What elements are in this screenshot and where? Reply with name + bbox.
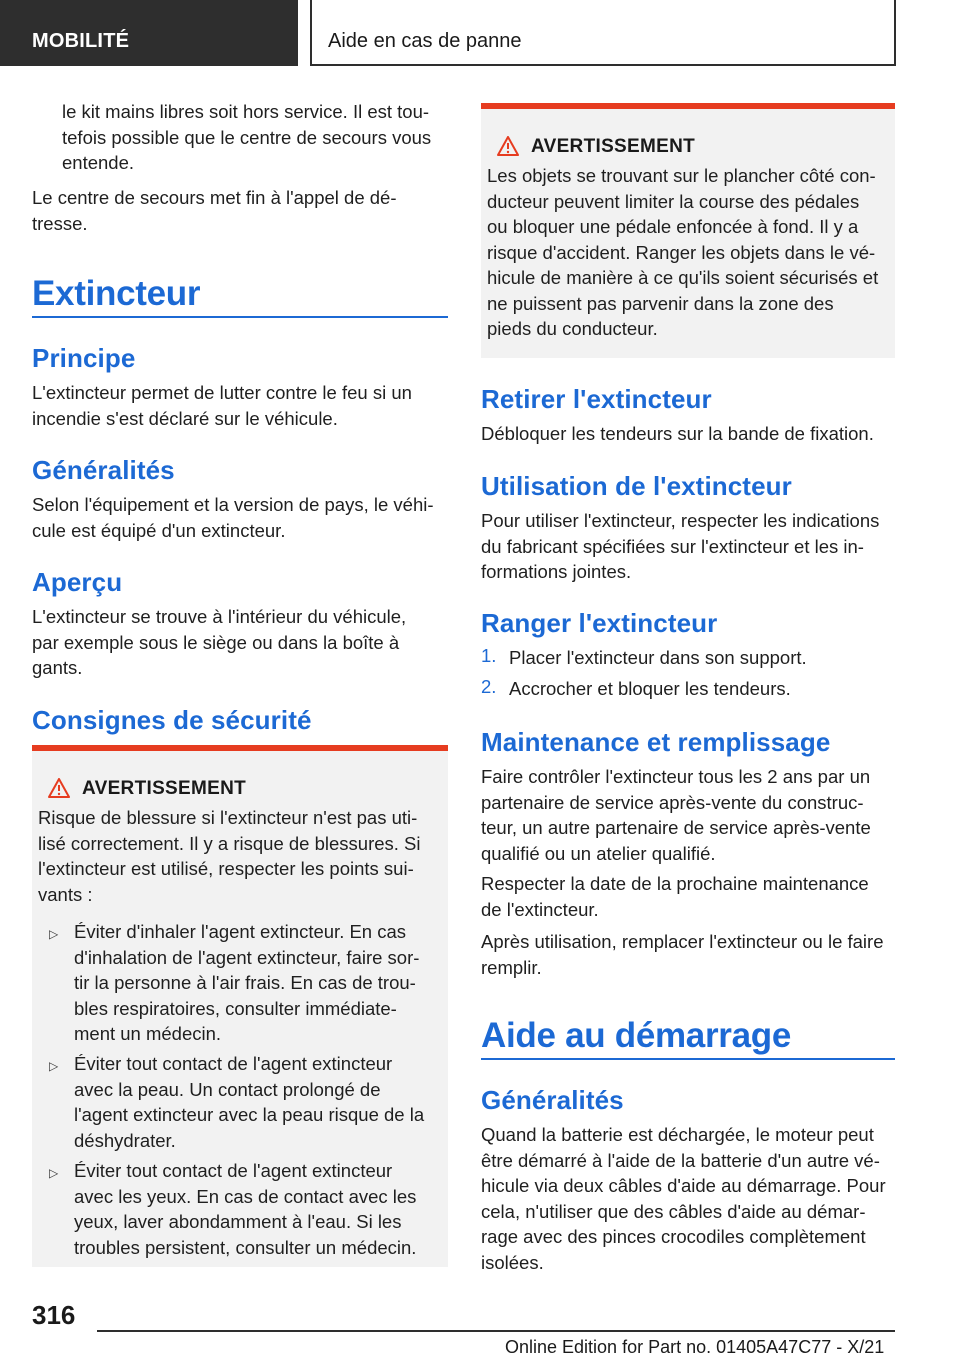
text-line: isolées. <box>481 1251 544 1273</box>
heading-rule <box>481 1058 895 1060</box>
text-line: ne puissent pas parvenir dans la zone des <box>487 292 834 314</box>
text-line: cela, n'utiliser que des câbles d'aide au démar- <box>481 1200 866 1222</box>
text-line: le kit mains libres soit hors service. Il est tou- <box>62 101 430 122</box>
text-line: tresse. <box>32 212 88 234</box>
text-line: Faire contrôler l'extincteur tous les 2 ans par un <box>481 766 871 787</box>
text-line: Éviter tout contact de l'agent extincteur <box>74 1053 393 1074</box>
text-line: risque d'accident. Ranger les objets dans le vé- <box>487 241 876 263</box>
text-line: Après utilisation, remplacer l'extincteur ou le faire <box>481 931 884 952</box>
warning-bullet <box>74 919 444 1047</box>
text-line: hicule de manière à ce qu'ils soient sécurisés et <box>487 267 879 288</box>
warning-box <box>481 103 895 358</box>
chapter-title: Aide en cas de panne <box>310 0 896 66</box>
warning-title: AVERTISSEMENT <box>531 136 696 157</box>
warning-text <box>38 805 442 907</box>
text-line: d'inhalation de l'agent extincteur, faire sor- <box>74 946 420 968</box>
text-line: L'extincteur permet de lutter contre le feu si un <box>32 382 412 403</box>
heading-rule <box>32 316 448 318</box>
text-line: remplir. <box>481 956 542 978</box>
text-line: tir la personne à l'air frais. En cas de trou- <box>74 972 416 993</box>
warning-box <box>32 745 448 1267</box>
text-line: gants. <box>32 657 83 678</box>
heading-generalites: Généralités <box>32 455 175 485</box>
bullet-triangle-icon: ▷ <box>49 1166 59 1180</box>
generalites-text <box>32 492 448 543</box>
text-line: Risque de blessure si l'extincteur n'est pas uti- <box>38 807 418 828</box>
warning-bullet <box>74 1158 444 1260</box>
text-line: ment un médecin. <box>74 1023 222 1044</box>
text-line: troubles persistent, consulter un médecin. <box>74 1236 417 1258</box>
text-line: Selon l'équipement et la version de pays, le véhi- <box>32 494 434 515</box>
text-line: lisé correctement. Il y a risque de blessures. Si <box>38 832 421 854</box>
heading-apercu: Aperçu <box>32 567 123 597</box>
text-line: l'agent extincteur avec la peau risque de la <box>74 1104 425 1125</box>
text-line: Éviter d'inhaler l'agent extincteur. En cas <box>74 921 407 942</box>
warning-bullet <box>74 1051 444 1153</box>
step-number: 2. <box>481 676 497 697</box>
heading-retirer: Retirer l'extincteur <box>481 384 712 414</box>
text-line: avec la peau. Un contact prolongé de <box>74 1078 381 1100</box>
heading-extincteur: Extincteur <box>32 274 201 313</box>
utilisation-text <box>481 508 895 585</box>
text-line: formations jointes. <box>481 561 632 582</box>
text-line: du fabricant spécifiées sur l'extincteur et les in- <box>481 535 864 557</box>
heading-utilisation: Utilisation de l'extincteur <box>481 471 792 501</box>
generalites-text <box>481 1122 895 1275</box>
text-line: par exemple sous le siège ou dans la boîte à <box>32 631 400 653</box>
warning-triangle-icon <box>497 136 519 156</box>
text-line: bles respiratoires, consulter immédiate- <box>74 997 397 1019</box>
edition-footer: Online Edition for Part no. 01405A47C77 - X/21 <box>505 1337 885 1357</box>
text-line: pieds du conducteur. <box>487 318 658 339</box>
text-line: yeux, laver abondamment à l'eau. Si les <box>74 1211 402 1232</box>
text-line: Les objets se trouvant sur le plancher côté con- <box>487 165 876 186</box>
step-number: 1. <box>481 645 497 666</box>
text-line: rage avec des pinces crocodiles complètement <box>481 1226 866 1247</box>
text-line: Pour utiliser l'extincteur, respecter les indications <box>481 510 880 531</box>
text-line: Respecter la date de la prochaine maintenance <box>481 873 869 894</box>
heading-maintenance: Maintenance et remplissage <box>481 727 831 757</box>
list-item <box>481 676 895 702</box>
text-line: hicule via deux câbles d'aide au démarrage. Pour <box>481 1175 886 1196</box>
text-line: Quand la batterie est déchargée, le moteur peut <box>481 1124 874 1145</box>
text-line: incendie s'est déclaré sur le véhicule. <box>32 407 338 429</box>
text-line: ducteur peuvent limiter la course des pédales <box>487 190 860 212</box>
heading-consignes: Consignes de sécurité <box>32 705 312 735</box>
heading-ranger: Ranger l'extincteur <box>481 608 718 638</box>
warning-title: AVERTISSEMENT <box>82 778 247 799</box>
step-text: Placer l'extincteur dans son support. <box>509 647 807 668</box>
intro-indented-text <box>32 99 448 176</box>
apercu-text <box>32 604 448 681</box>
text-line: de l'extincteur. <box>481 898 599 920</box>
maintenance-text <box>481 764 895 866</box>
warning-text <box>487 163 891 342</box>
list-item <box>481 645 895 671</box>
retirer-text <box>481 421 895 447</box>
bullet-triangle-icon: ▷ <box>49 927 59 941</box>
text-line: Débloquer les tendeurs sur la bande de fixation. <box>481 423 874 444</box>
heading-principe: Principe <box>32 343 136 373</box>
text-line: Éviter tout contact de l'agent extincteur <box>74 1160 393 1181</box>
text-line: déshydrater. <box>74 1129 176 1151</box>
text-line: avec les yeux. En cas de contact avec les <box>74 1185 417 1207</box>
heading-generalites: Généralités <box>481 1085 624 1115</box>
text-line: qualifié ou un atelier qualifié. <box>481 842 716 864</box>
heading-aide-demarrage: Aide au démarrage <box>481 1016 792 1055</box>
text-line: l'extincteur est utilisé, respecter les points sui- <box>38 858 414 879</box>
principe-text <box>32 380 448 431</box>
text-line: être démarré à l'aide de la batterie d'un autre vé- <box>481 1149 880 1171</box>
page-number: 316 <box>32 1300 76 1330</box>
text-line: entende. <box>62 152 135 173</box>
footer-rule <box>97 1330 895 1332</box>
text-line: teur, un autre partenaire de service après-vente <box>481 817 871 838</box>
text-line: tefois possible que le centre de secours vous <box>62 126 432 148</box>
text-line: Le centre de secours met fin à l'appel de dé- <box>32 187 397 208</box>
text-line: L'extincteur se trouve à l'intérieur du véhicule, <box>32 606 407 627</box>
text-line: ou bloquer une pédale enfoncée à fond. Il y a <box>487 216 859 237</box>
intro-text <box>32 185 448 236</box>
bullet-triangle-icon: ▷ <box>49 1059 59 1073</box>
text-line: vants : <box>38 883 93 905</box>
maintenance-text <box>481 871 895 922</box>
text-line: partenaire de service après-vente du construc- <box>481 791 864 813</box>
warning-triangle-icon <box>48 778 70 798</box>
maintenance-text <box>481 929 895 980</box>
step-text: Accrocher et bloquer les tendeurs. <box>509 678 791 699</box>
text-line: cule est équipé d'un extincteur. <box>32 519 286 541</box>
section-tab: MOBILITÉ <box>0 0 298 66</box>
